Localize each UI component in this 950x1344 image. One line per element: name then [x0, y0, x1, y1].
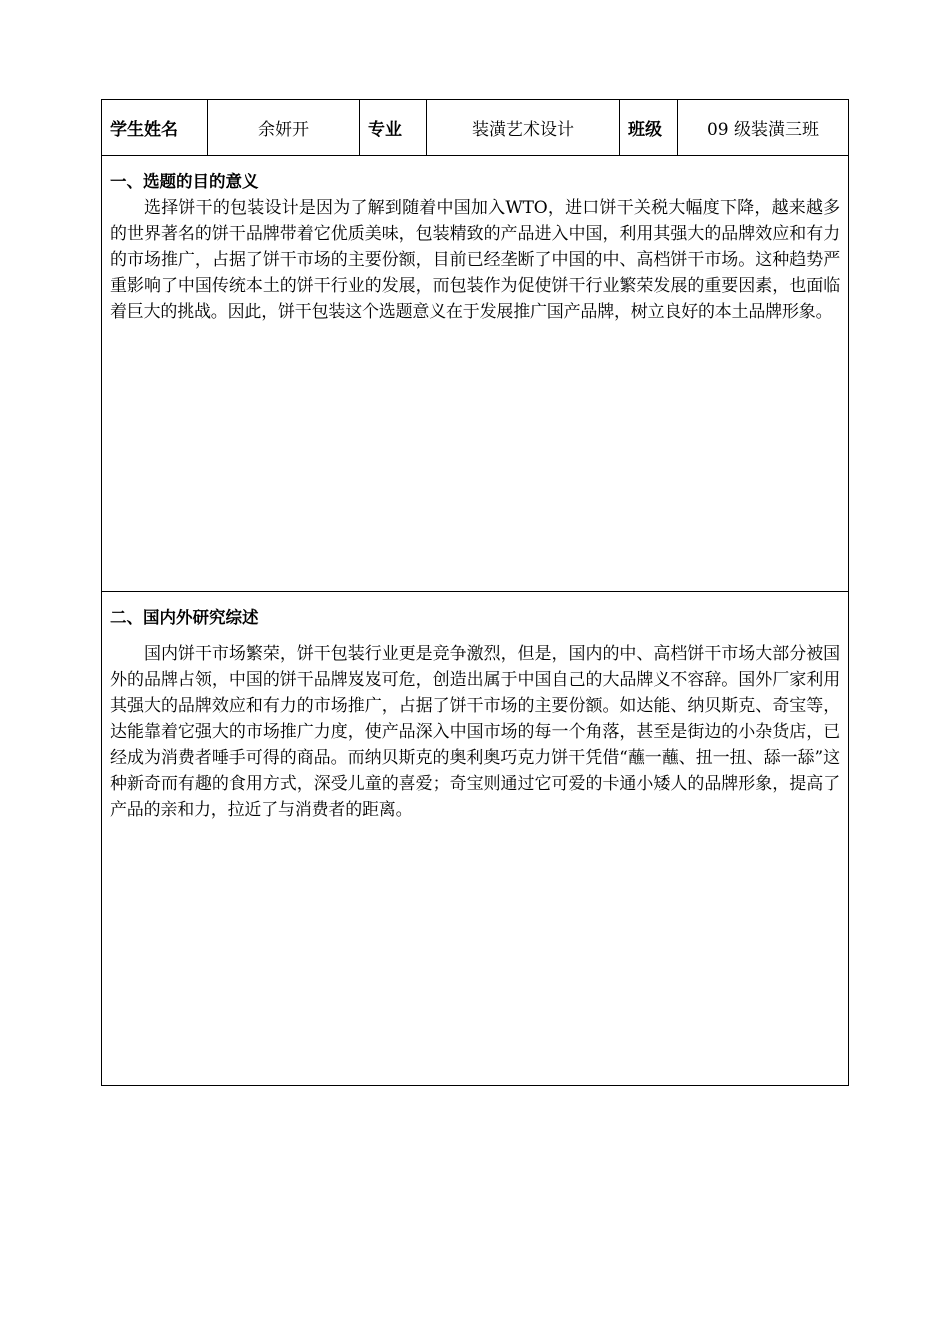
research-review-heading: 二、国内外研究综述: [110, 608, 259, 627]
purpose-section: [102, 169, 848, 592]
major-label: 专业: [360, 100, 427, 155]
purpose-body: 选择饼干的包装设计是因为了解到随着中国加入WTO，进口饼干关税大幅度下降，越来越多的世界著名的饼干品牌带着它优质美味，包装精致的产品进入中国，利用其强大的品牌效应和有力的市场推广，占据了饼干市场的主要份额，目前已经垄断了中国的中、高档饼干市场。这种趋势严重影响了中国传统本土的饼干行业的发展，而包装作为促使饼干行业繁荣发展的重要因素，也面临着巨大的挑战。因此，饼干包装这个选题意义在于发展推广国产品牌，树立良好的本土品牌形象。: [110, 198, 840, 322]
class-value: 09 级装潢三班: [706, 120, 820, 140]
research-review-section: [102, 605, 848, 1085]
purpose-heading: 一、选题的目的意义: [110, 172, 259, 191]
research-review-body: 国内饼干市场繁荣，饼干包装行业更是竞争激烈，但是，国内的中、高档饼干市场大部分被国外的品牌占领，中国的饼干品牌岌岌可危，创造出属于中国自己的大品牌义不容辞。国外厂家利用其强大的品牌效应和有力的市场推广，占据了饼干市场的主要份额。如达能、纳贝斯克、奇宝等，达能靠着它强大的市场推广力度，使产品深入中国市场的每一个角落，甚至是街边的小杂货店，已经成为消费者唾手可得的商品。而纳贝斯克的奥利奥巧克力饼干凭借“蘸一蘸、扭一扭、舔一舔”这种新奇而有趣的食用方式，深受儿童的喜爱；奇宝则通过它可爱的卡通小矮人的品牌形象，提高了产品的亲和力，拉近了与消费者的距离。: [110, 644, 840, 820]
student-name-label: 学生姓名: [102, 100, 208, 155]
student-info-row: [102, 100, 848, 156]
class-label: 班级: [620, 100, 678, 155]
student-name-value: 余妍开: [208, 100, 360, 155]
major-value: 装潢艺术设计: [427, 100, 620, 155]
proposal-form-table: [101, 99, 849, 1086]
